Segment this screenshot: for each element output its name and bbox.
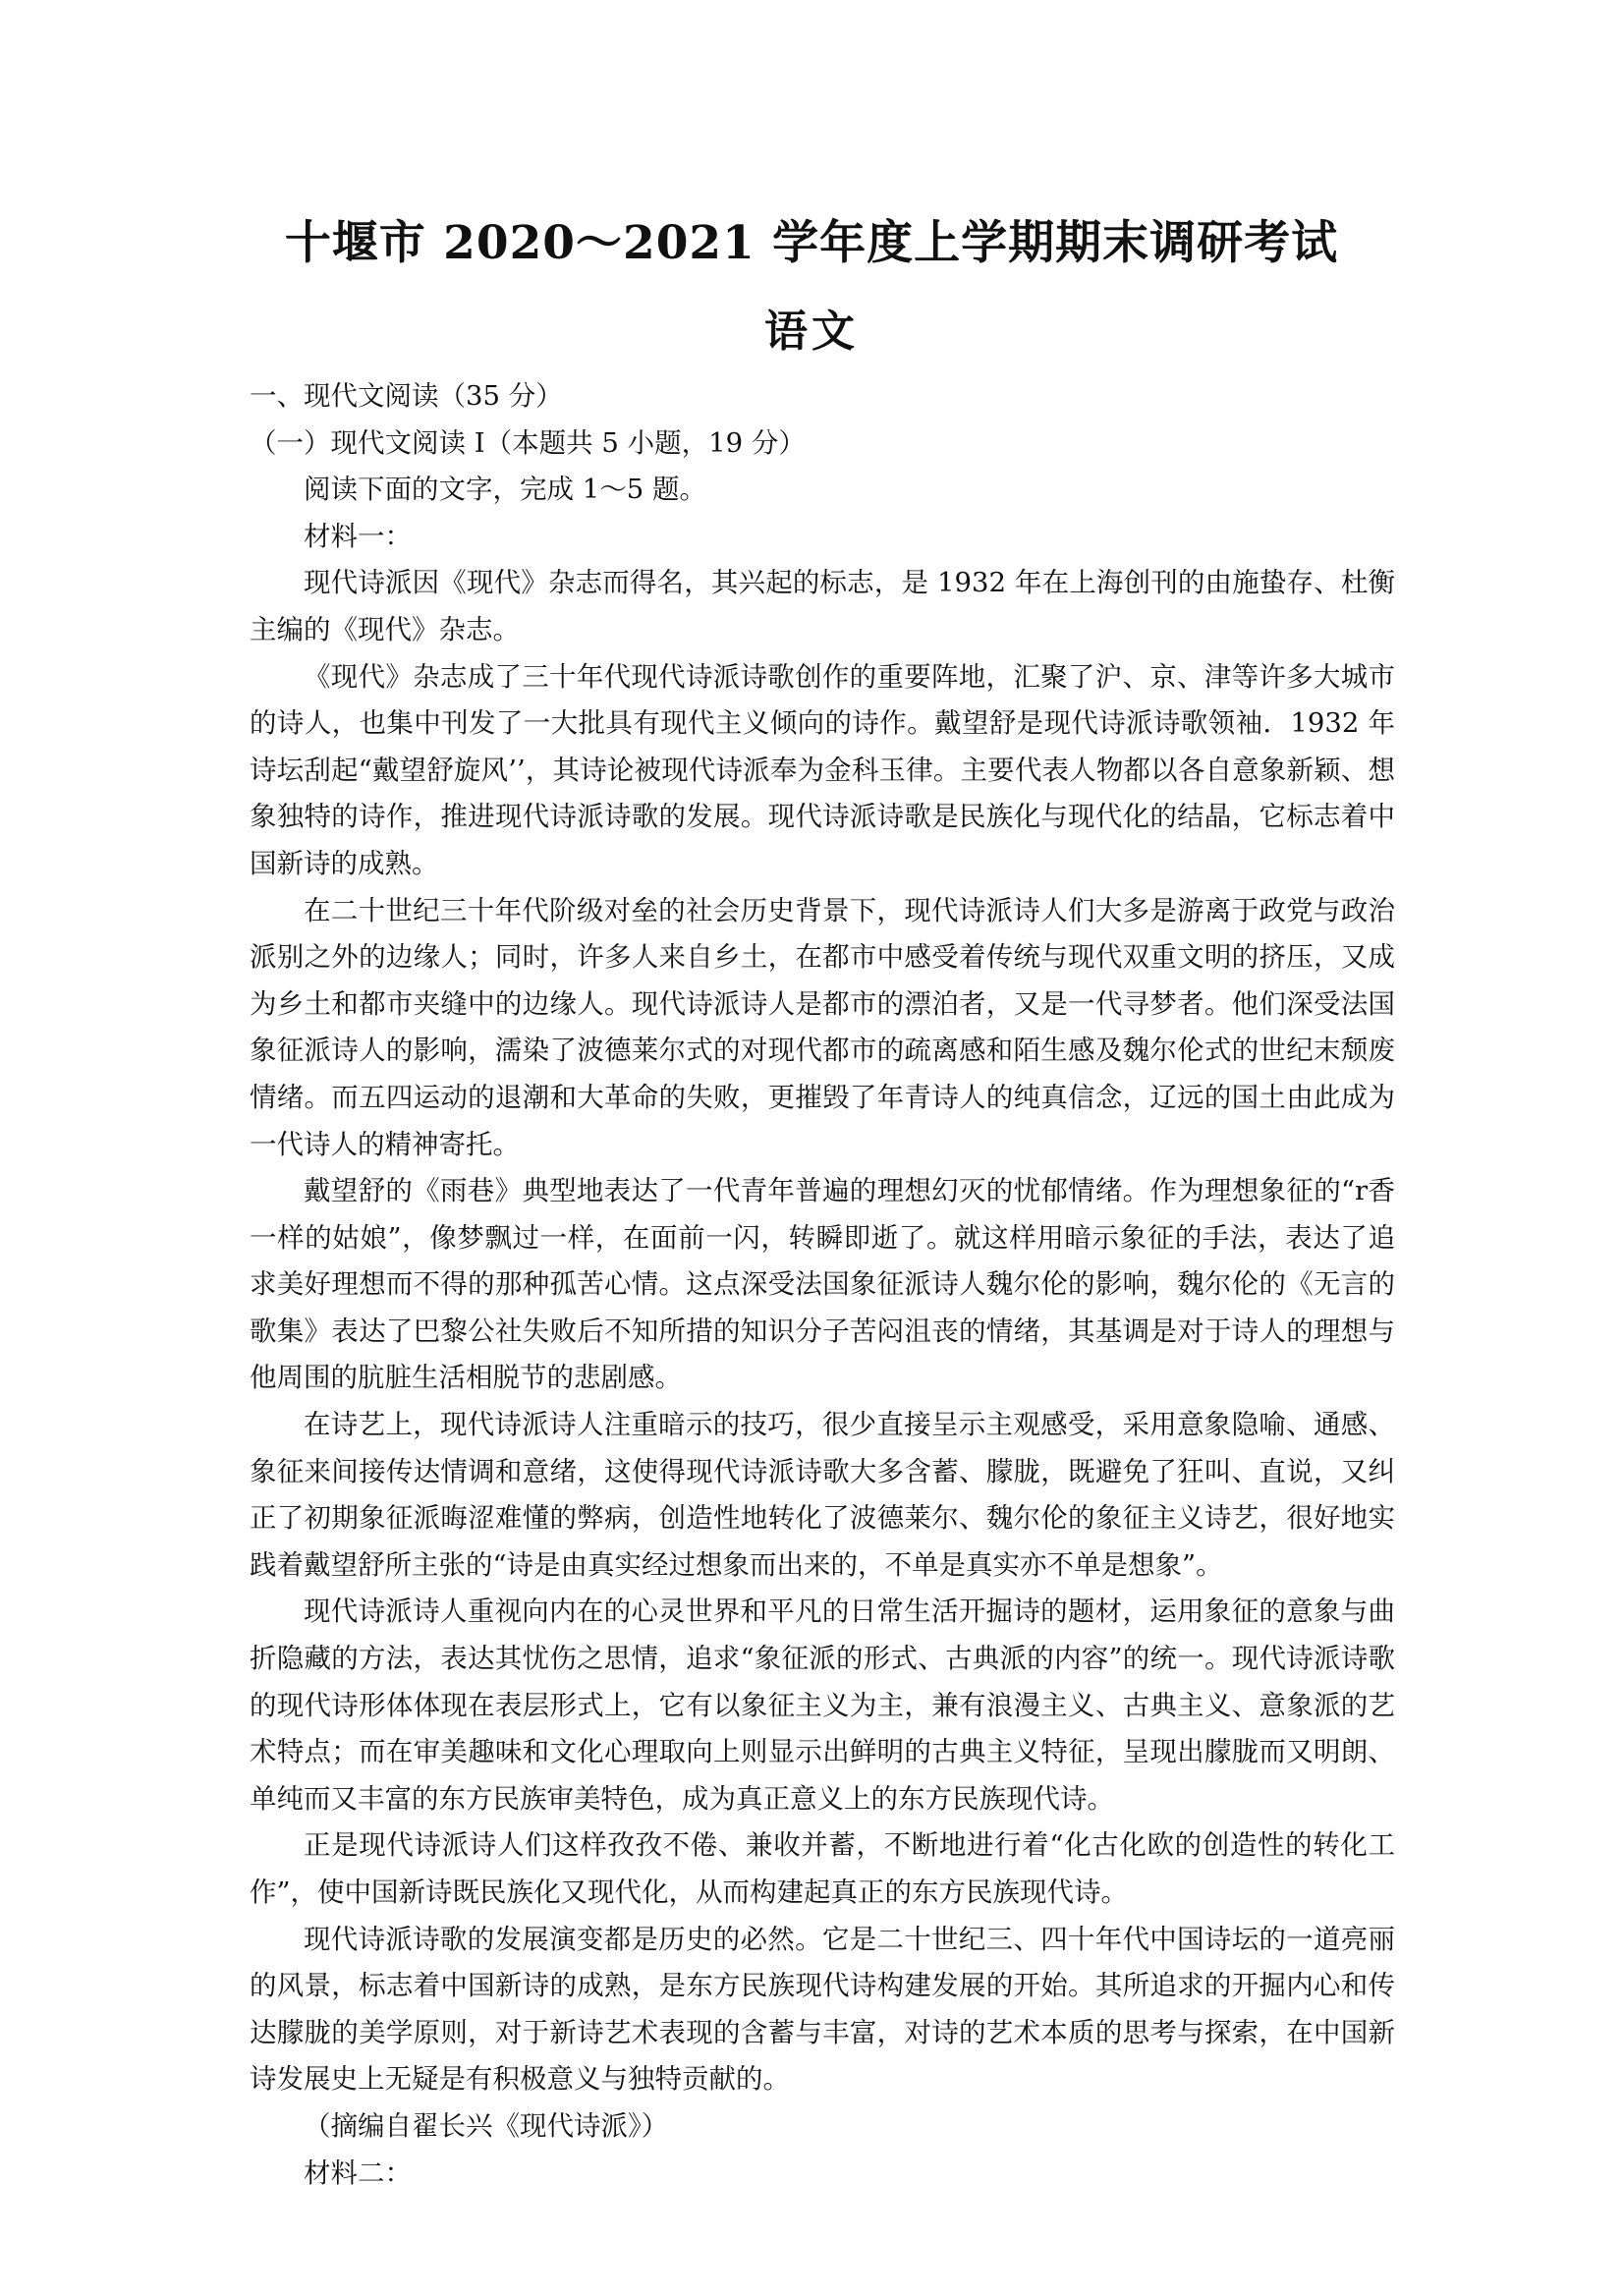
article-paragraph: 现代诗派因《现代》杂志而得名，其兴起的标志，是 1932 年在上海创刊的由施蛰存、杜衡主编的《现代》杂志。 [250, 567, 1395, 645]
article-paragraph: 戴望舒的《雨巷》典型地表达了一代青年普遍的理想幻灭的忧郁情绪。作为理想象征的“r香一样的姑娘”，像梦飘过一样，在面前一闪，转瞬即逝了。就这样用暗示象征的手法，表达了追求美好理想而不得的那种孤苦心情。这点深受法国象征派诗人魏尔伦的影响，魏尔伦的《无言的歌集》表达了巴黎公社失败后不知所措的知识分子苦闷沮丧的情绪，其基调是对于诗人的理想与他周围的肮脏生活相脱节的悲剧感。 [250, 1175, 1395, 1394]
exam-body [250, 373, 1395, 2197]
reading-instruction: 阅读下面的文字，完成 1～5 题。 [304, 474, 706, 506]
article-paragraph: 在二十世纪三十年代阶级对垒的社会历史背景下，现代诗派诗人们大多是游离于政党与政治派别之外的边缘人；同时，许多人来自乡土，在都市中感受着传统与现代双重文明的挤压，又成为乡土和都市夹缝中的边缘人。现代诗派诗人是都市的漂泊者，又是一代寻梦者。他们深受法国象征派诗人的影响，濡染了波德莱尔式的对现代都市的疏离感和陌生感及魏尔伦式的世纪末颓废情绪。而五四运动的退潮和大革命的失败，更摧毁了年青诗人的纯真信念，辽远的国土由此成为一代诗人的精神寄托。 [250, 894, 1395, 1160]
material-label: 材料一： [304, 520, 412, 552]
article-paragraph: 正是现代诗派诗人们这样孜孜不倦、兼收并蓄，不断地进行着“化古化欧的创造性的转化工作”，使中国新诗既民族化又现代化，从而构建起真正的东方民族现代诗。 [250, 1829, 1395, 1908]
section-heading: 一、现代文阅读（35 分） [250, 380, 563, 412]
subject-title: 语文 [764, 307, 859, 357]
exam-title: 十堰市 2020～2021 学年度上学期期末调研考试 [284, 216, 1339, 270]
article-paragraph: 《现代》杂志成了三十年代现代诗派诗歌创作的重要阵地，汇聚了沪、京、津等许多大城市的诗人，也集中刊发了一大批具有现代主义倾向的诗作。戴望舒是现代诗派诗歌领袖．1932 年诗坛刮起“戴望舒旋风’’，其诗论被现代诗派奉为金科玉律。主要代表人物都以各自意象新颖、想象独特的诗作，推进现代诗派诗歌的发展。现代诗派诗歌是民族化与现代化的结晶，它标志着中国新诗的成熟。 [250, 660, 1395, 879]
article-paragraph: 现代诗派诗人重视向内在的心灵世界和平凡的日常生活开掘诗的题材，运用象征的意象与曲折隐藏的方法，表达其忧伤之思情，追求“象征派的形式、古典派的内容”的统一。现代诗派诗歌的现代诗形体体现在表层形式上，它有以象征主义为主，兼有浪漫主义、古典主义、意象派的艺术特点；而在审美趣味和文化心理取向上则显示出鲜明的古典主义特征，呈现出朦胧而又明朗、单纯而又丰富的东方民族审美特色，成为真正意义上的东方民族现代诗。 [250, 1596, 1395, 1815]
article-paragraph: 现代诗派诗歌的发展演变都是历史的必然。它是二十世纪三、四十年代中国诗坛的一道亮丽的风景，标志着中国新诗的成熟，是东方民族现代诗构建发展的开始。其所追求的开掘内心和传达朦胧的美学原则，对于新诗艺术表现的含蓄与丰富，对诗的艺术本质的思考与探索，在中国新诗发展史上无疑是有积极意义与独特贡献的。 [250, 1923, 1395, 2096]
sub-section-heading: （一）现代文阅读 I（本题共 5 小题，19 分） [250, 426, 806, 459]
source-citation: （摘编自翟长兴《现代诗派》） [304, 2109, 669, 2142]
article-paragraph: 在诗艺上，现代诗派诗人注重暗示的技巧，很少直接呈示主观感受，采用意象隐喻、通感、象征来间接传达情调和意绪，这使得现代诗派诗歌大多含蓄、朦胧，既避免了狂叫、直说，又纠正了初期象征派晦涩难懂的弊病，创造性地转化了波德莱尔、魏尔伦的象征主义诗艺，很好地实践着戴望舒所主张的“诗是由真实经过想象而出来的，不单是真实亦不单是想象”。 [250, 1409, 1395, 1581]
material-label: 材料二： [304, 2156, 412, 2189]
